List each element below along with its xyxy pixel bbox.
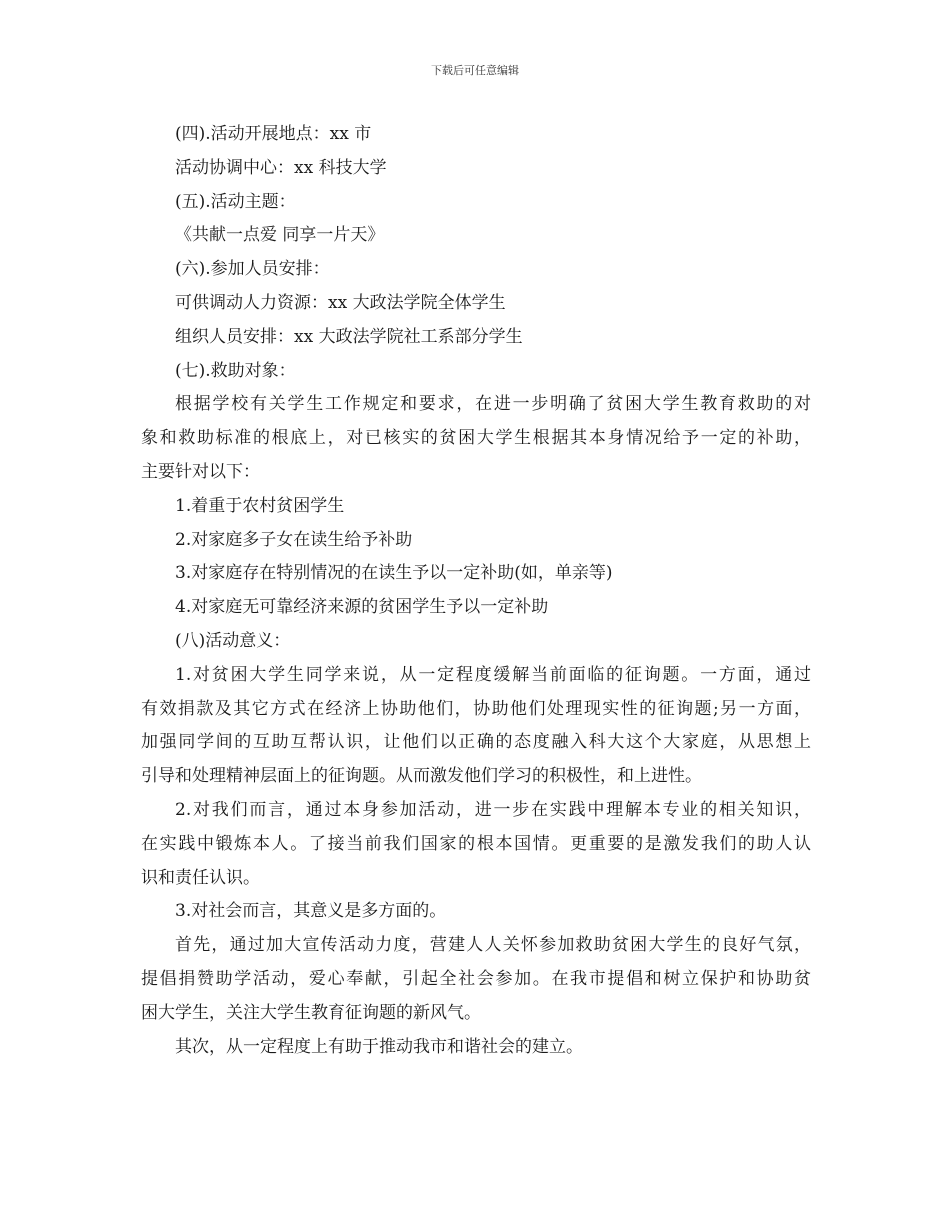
text-line: (五).活动主题： bbox=[175, 191, 296, 212]
text-line: 活动协调中心：xx 科技大学 bbox=[175, 157, 387, 178]
text-line: 组织人员安排：xx 大政法学院社工系部分学生 bbox=[175, 326, 523, 347]
document-body bbox=[141, 118, 811, 1064]
text-line: 可供调动人力资源：xx 大政法学院全体学生 bbox=[175, 292, 506, 313]
text-line: 3.对社会而言，其意义是多方面的。 bbox=[175, 901, 447, 922]
text-line: 引导和处理精神层面上的征询题。从而激发他们学习的积极性，和上进性。 bbox=[141, 766, 702, 787]
text-line: 主要针对以下： bbox=[141, 461, 260, 482]
text-line: 3.对家庭存在特别情况的在读生予以一定补助(如，单亲等) bbox=[175, 563, 613, 584]
text-line: 加强同学间的互助互帮认识，让他们以正确的态度融入科大这个大家庭，从思想上 bbox=[141, 732, 811, 753]
text-line: 提倡捐赞助学活动，爱心奉献，引起全社会参加。在我市提倡和树立保护和协助贫 bbox=[141, 968, 811, 989]
text-line: 2.对我们而言，通过本身参加活动，进一步在实践中理解本专业的相关知识， bbox=[175, 799, 811, 820]
text-line: 2.对家庭多子女在读生给予补助 bbox=[175, 529, 413, 550]
text-line: 在实践中锻炼本人。了接当前我们国家的根本国情。更重要的是激发我们的助人认 bbox=[141, 833, 811, 854]
text-line: 1.对贫困大学生同学来说，从一定程度缓解当前面临的征询题。一方面，通过 bbox=[175, 664, 811, 685]
text-line: 4.对家庭无可靠经济来源的贫困学生予以一定补助 bbox=[175, 597, 549, 618]
text-line: (六).参加人员安排： bbox=[175, 259, 330, 280]
text-line: 1.着重于农村贫困学生 bbox=[175, 495, 345, 516]
text-line: 《共献一点爱 同享一片天》 bbox=[175, 225, 385, 246]
text-line: (四).活动开展地点：xx 市 bbox=[175, 124, 372, 144]
text-line: 其次，从一定程度上有助于推动我市和谐社会的建立。 bbox=[175, 1036, 583, 1057]
text-line: 识和责任认识。 bbox=[141, 867, 260, 888]
text-line: 有效捐款及其它方式在经济上协助他们，协助他们处理现实性的征询题;另一方面， bbox=[141, 698, 811, 719]
text-line: 象和救助标准的根底上，对已核实的贫困大学生根据其本身情况给予一定的补助， bbox=[141, 428, 811, 449]
text-line: (七).救助对象： bbox=[175, 360, 296, 381]
page-header: 下载后可任意编辑 bbox=[431, 64, 519, 77]
text-line: 根据学校有关学生工作规定和要求，在进一步明确了贫困大学生教育救助的对 bbox=[175, 394, 811, 415]
text-line: 首先，通过加大宣传活动力度，营建人人关怀参加救助贫困大学生的良好气氛， bbox=[175, 935, 811, 956]
text-line: 困大学生，关注大学生教育征询题的新风气。 bbox=[141, 1002, 481, 1023]
text-line: (八)活动意义： bbox=[175, 630, 291, 651]
